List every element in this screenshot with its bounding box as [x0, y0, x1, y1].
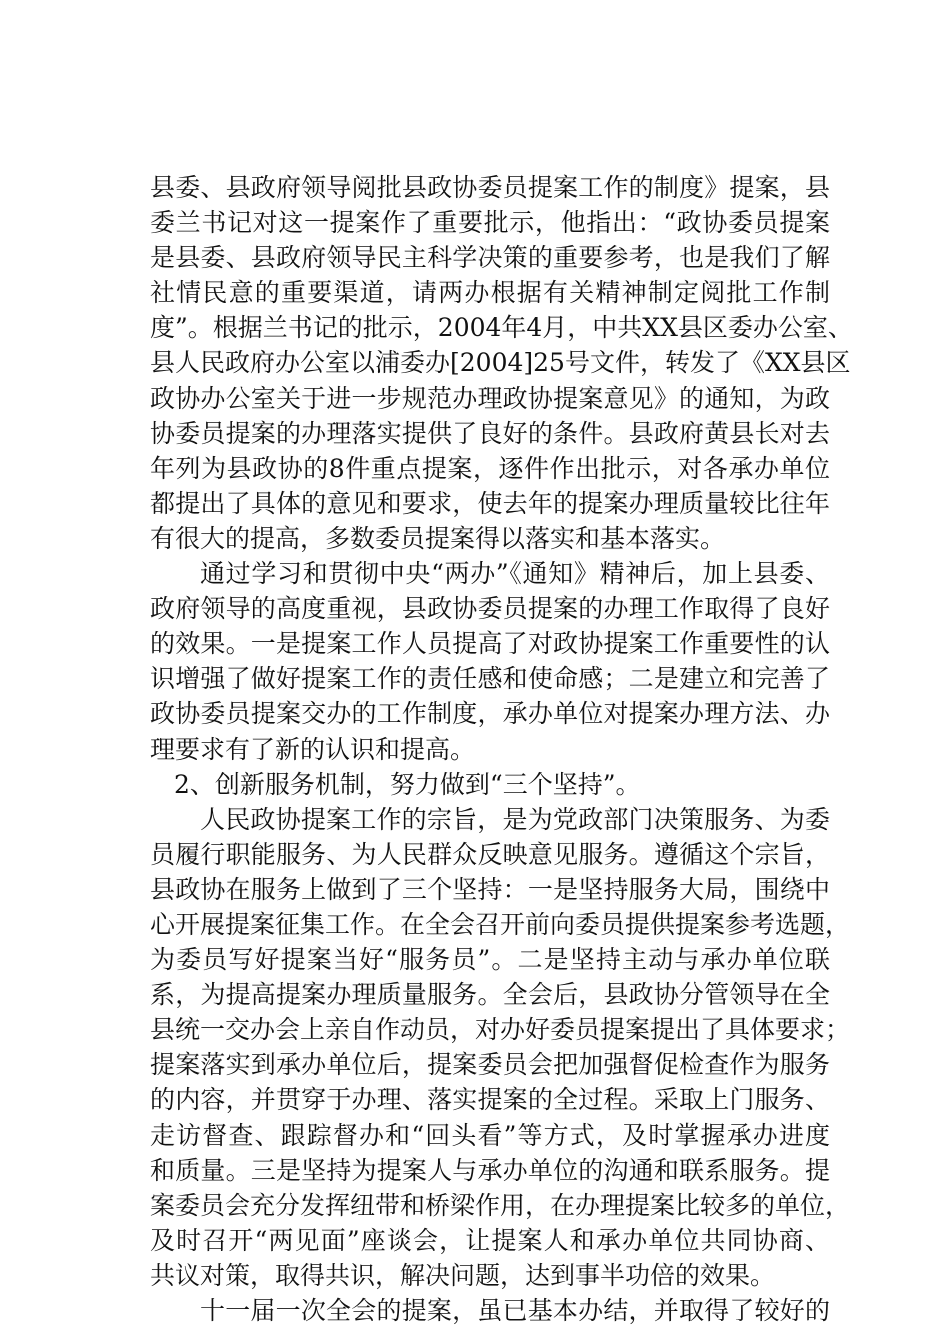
text-line: 度”。根据兰书记的批示，2004年4月，中共XX县区委办公室、 [150, 313, 853, 343]
text-line: 的效果。一是提案工作人员提高了对政协提案工作重要性的认 [150, 629, 830, 659]
document-body [150, 170, 853, 1328]
text-line: 员履行职能服务、为人民群众反映意见服务。遵循这个宗旨， [150, 839, 830, 869]
text-line: 及时召开“两见面”座谈会，让提案人和承办单位共同协商、 [150, 1225, 830, 1255]
paragraph-2 [150, 556, 830, 767]
text-line: 和质量。三是坚持为提案人与承办单位的沟通和联系服务。提 [150, 1155, 830, 1185]
text-line: 协委员提案的办理落实提供了良好的条件。县政府黄县长对去 [150, 418, 830, 448]
text-line: 为委员写好提案当好“服务员”。二是坚持主动与承办单位联 [150, 945, 830, 975]
text-line: 系，为提高提案办理质量服务。全会后，县政协分管领导在全 [150, 980, 830, 1010]
text-line: 县人民政府办公室以浦委办[2004]25号文件，转发了《XX县区 [150, 348, 851, 378]
paragraph-5 [150, 1293, 830, 1328]
text-line: 有很大的提高，多数委员提案得以落实和基本落实。 [150, 523, 726, 553]
text-line: 案委员会充分发挥纽带和桥梁作用，在办理提案比较多的单位， [150, 1190, 851, 1220]
text-line: 人民政协提案工作的宗旨，是为党政部门决策服务、为委 [200, 804, 830, 834]
text-line: 都提出了具体的意见和要求，使去年的提案办理质量较比往年 [150, 488, 830, 518]
text-line: 县统一交办会上亲自作动员，对办好委员提案提出了具体要求； [150, 1015, 851, 1045]
text-line: 委兰书记对这一提案作了重要批示，他指出：“政协委员提案 [150, 208, 830, 238]
paragraph-1 [150, 170, 853, 556]
text-line: 社情民意的重要渠道，请两办根据有关精神制定阅批工作制 [150, 278, 830, 308]
text-line: 理要求有了新的认识和提高。 [150, 734, 476, 764]
text-line: 政府领导的高度重视，县政协委员提案的办理工作取得了良好 [150, 594, 830, 624]
text-line: 政协委员提案交办的工作制度，承办单位对提案办理方法、办 [150, 699, 830, 729]
text-line: 十一届一次全会的提案，虽已基本办结，并取得了较好的 [200, 1296, 830, 1325]
text-line: 识增强了做好提案工作的责任感和使命感；二是建立和完善了 [150, 664, 830, 694]
text-line: 县委、县政府领导阅批县政协委员提案工作的制度》提案，县 [150, 173, 830, 202]
paragraph-4 [150, 802, 851, 1293]
paragraph-3-heading [150, 767, 830, 802]
text-line: 政协办公室关于进一步规范办理政协提案意见》的通知，为政 [150, 383, 830, 413]
text-line: 年列为县政协的8件重点提案，逐件作出批示，对各承办单位 [150, 453, 830, 483]
text-line: 心开展提案征集工作。在全会召开前向委员提供提案参考选题， [150, 909, 851, 939]
text-line: 的内容，并贯穿于办理、落实提案的全过程。采取上门服务、 [150, 1085, 830, 1115]
text-line: 是县委、县政府领导民主科学决策的重要参考，也是我们了解 [150, 243, 830, 273]
text-line: 通过学习和贯彻中央“两办”《通知》精神后，加上县委、 [200, 559, 830, 589]
text-line: 县政协在服务上做到了三个坚持：一是坚持服务大局，围绕中 [150, 874, 830, 904]
text-line: 共议对策，取得共识，解决问题，达到事半功倍的效果。 [150, 1260, 776, 1290]
text-line: 走访督查、跟踪督办和“回头看”等方式，及时掌握承办进度 [150, 1120, 830, 1150]
section-heading: 2、创新服务机制，努力做到“三个坚持”。 [174, 769, 641, 799]
text-line: 提案落实到承办单位后，提案委员会把加强督促检查作为服务 [150, 1050, 830, 1080]
